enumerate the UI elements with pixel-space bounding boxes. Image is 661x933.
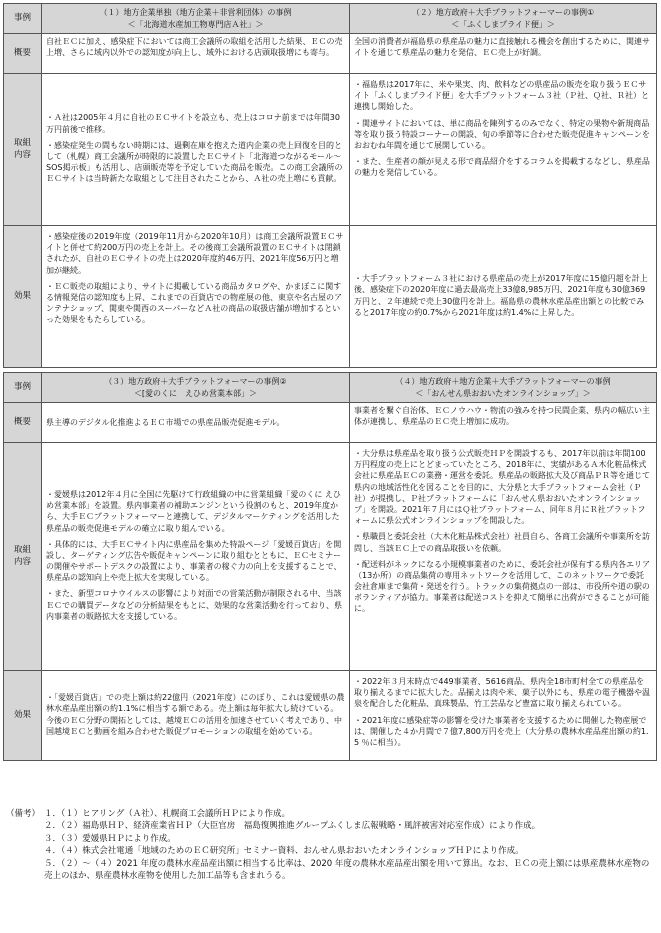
case-2-overview: 全国の消費者が福島県の県産品の魅力に直接触れる機会を創出するために、関連サイトを通じて県産品の魅力を発信、ＥＣ売上が好調。 bbox=[350, 34, 657, 74]
case-3-effects bbox=[42, 671, 350, 761]
header-label: 事例 bbox=[4, 373, 42, 403]
case-2-initiative-para: ・関連サイトにおいては、単に商品を陳列するのみでなく、特定の果物や新規商品等を取り扱う特設コーナーの開設、旬の季節等に合わせた販売促進キャンペーンをおおむね年間を通じて展開している。 bbox=[354, 118, 650, 150]
notes-section bbox=[6, 808, 656, 882]
initiative-label: 取組 内容 bbox=[4, 74, 42, 226]
case-table-2 bbox=[3, 372, 657, 761]
note-text: ２．（２）福島県ＨＰ、経済産業省ＨＰ（大臣官房 福島復興推進グループふくしま広報戦略・風評被害対応室作成）により作成。 bbox=[44, 821, 541, 832]
case-3-title: （３）地方政府＋大手プラットフォーマーの事例② bbox=[104, 377, 287, 387]
case-1-subtitle: ＜「北海道水産加工物専門店Ａ社」＞ bbox=[127, 19, 264, 29]
case-1-effects bbox=[42, 226, 350, 368]
case-3-initiative-para: ・愛媛県は2012年４月に全国に先駆けて行政組織の中に営業組織「愛のくに えひめ営業本部」を設置。県内事業者の補助エンジンという役割のもと、2019年度から、大手ＥＣプラットフォーマーと連携して、デジタルマーケティングを活用した県産品の販売促進モデルの確立に取り組んでいる。 bbox=[46, 489, 341, 533]
case-2-initiative-para: ・また、生産者の顔が見える形で商品紹介をするコラムを掲載するなどし、県産品の魅力を発信している。 bbox=[354, 157, 650, 178]
note-text: １．（１）ヒアリング（Ａ社）、札幌商工会議所ＨＰにより作成。 bbox=[44, 809, 290, 819]
case-3-effect-para: ・「愛媛百貨店」での売上額は約22億円（2021年度）にのぼり、これは愛媛県の農林水産品産出額の約1.1%に相当する額である。売上額は毎年拡大し続けている。今後のＥＣ分野の開拓としては、越境ＥＣの活用を加速させていく考えであり、中国越境ＥＣと動画を組み合わせた販促プロモーションの取組を始めている。 bbox=[46, 693, 345, 736]
initiative-row bbox=[4, 74, 657, 226]
case-4-initiative-para: ・配送料がネックになる小規模事業者のために、委託会社が保有する県内各エリア（13か所）の商品集荷の専用ネットワークを活用して、このネットワークで委託会社倉庫まで集荷・発送を行う。トラックの集荷拠点の一部は、市役所や道の駅のボランティアが協力。事業者は配送コストを抑えて簡単に出荷ができることが可能に。 bbox=[354, 559, 650, 614]
note-text: ３．（３）愛媛県ＨＰにより作成。 bbox=[44, 833, 176, 844]
case-4-initiative-para: ・県職員と委託会社（大木化粧品株式会社）社員自ら、各商工会議所や事業所を訪問し、当該ＥＣ上での商品取扱いを依頼。 bbox=[354, 532, 650, 553]
overview-label: 概要 bbox=[4, 34, 42, 74]
case-1-initiative-para: ・感染症発生の間もない時期には、過剰在庫を抱えた道内企業の売上回復を目的として（札幌）商工会議所が時限的に設置したＥＣサイト「北海道つながるモール～SOS掲示板」も活用し、店頭販売等を予定していた商品を販売。この商工会議所のＥＣサイトは当時新たな取組として注目されたことから、Ａ社の売上増にも貢献。 bbox=[46, 140, 343, 184]
case-1-heading bbox=[42, 4, 350, 34]
case-1-initiative-para: ・Ａ社は2005年４月に自社のＥＣサイトを設立も、売上はコロナ前までは年間30万円前後で推移。 bbox=[46, 113, 340, 134]
case-3-initiative-para: ・具体的には、大手ＥＣサイト内に県産品を集めた特設ページ「愛媛百貨店」を開設し、ターゲティング広告や販促キャンペーンに取り組むとともに、ＥＣセミナーの開催やサポートデスクの設置により、事業者の稼ぐ力の向上を支援することで、県産品の認知向上や売上拡大を実現している。 bbox=[46, 539, 342, 583]
notes-label: （備考） bbox=[6, 809, 41, 819]
case-3-heading bbox=[42, 373, 350, 403]
case-4-effect-para: ・2021年度に感染症等の影響を受けた事業者を支援するために開催した物産展では、開催した４か月間で７億7,800万円を売上（大分県の農林水産品産出額の約1.5 ％に相当）。 bbox=[354, 715, 649, 747]
case-table-1-header bbox=[4, 4, 657, 34]
case-4-initiatives bbox=[350, 443, 657, 671]
case-4-heading bbox=[350, 373, 657, 403]
case-2-initiatives bbox=[350, 74, 657, 226]
initiative-label: 取組 内容 bbox=[4, 443, 42, 671]
overview-label: 概要 bbox=[4, 403, 42, 443]
case-1-title: （１）地方企業単独（地方企業＋非営利団体）の事例 bbox=[99, 8, 292, 18]
effect-label: 効果 bbox=[4, 671, 42, 761]
case-2-effects bbox=[350, 226, 657, 368]
case-4-overview: 事業者を繋ぐ自治体、ＥＣノウハウ・物流の強みを持つ民間企業、県内の幅広い主体が連携し、県産品のＥＣ売上増加に成功。 bbox=[350, 403, 657, 443]
note-item bbox=[6, 820, 656, 832]
case-4-subtitle: ＜「おんせん県おおいたオンラインショップ」＞ bbox=[415, 388, 591, 398]
case-2-heading bbox=[350, 4, 657, 34]
effect-label: 効果 bbox=[4, 226, 42, 368]
case-table-2-header bbox=[4, 373, 657, 403]
header-label: 事例 bbox=[4, 4, 42, 34]
case-2-effect-para: ・大手プラットフォーム３社における県産品の売上が2017年度に15億円超を計上後、感染症下の2020年度に過去最高売上33億8,985万円、2021年度も30億369万円と、２年連続で売上30億円を計上。福島県の農林水産品産出額との比較でみると2017年度の約0.7%から2021年度は約1.4%に上昇した。 bbox=[354, 274, 648, 317]
effect-row bbox=[4, 226, 657, 368]
note-text: ５．（２）～（４）2021 年度の農林水産品産出額に相当する比率は、2020 年度の農林水産品産出額を用いて算出。なお、ＥＣの売上額には県産農林水産物の売上のほか、県産農林水産物を使用した加工品等も含まれうる。 bbox=[44, 858, 650, 882]
case-1-initiatives bbox=[42, 74, 350, 226]
case-1-overview: 自社ＥＣに加え、感染症下においては商工会議所の取組を活用した結果、ＥＣの売上増、さらに域内以外での認知度が向上し、域外における店頭取扱増にも寄与。 bbox=[42, 34, 350, 74]
initiative-row bbox=[4, 443, 657, 671]
case-1-effect-para: ・感染症後の2019年度（2019年11月から2020年10月）は商工会議所設置ＥＣサイトと併せて約200万円の売上を計上。その後商工会議所設置のＥＣサイトは閉鎖されたが、自社のＥＣサイトの売上は2020年度約46万円、2021年度56万円と増加が継続。 bbox=[46, 232, 344, 275]
case-4-title: （４）地方政府＋地方企業＋大手プラットフォーマーの事例 bbox=[395, 377, 611, 387]
note-item bbox=[6, 833, 656, 845]
case-4-effects bbox=[350, 671, 657, 761]
case-3-subtitle: ＜[愛のくに えひめ営業本部」＞ bbox=[133, 388, 258, 398]
note-item bbox=[6, 845, 656, 857]
case-table-1 bbox=[3, 3, 657, 368]
overview-row bbox=[4, 34, 657, 74]
note-item bbox=[6, 808, 656, 820]
case-4-effect-para: ・2022年３月末時点で449事業者、5616商品、県内全18市町村全ての県産品を取り揃えるまでに拡大した。品揃えは肉や米、菓子以外にも、県産の電子機器や温泉を配合した化粧品、真珠製品、竹工芸品など豊富に取り揃えられている。 bbox=[354, 677, 650, 709]
note-item bbox=[6, 858, 656, 883]
case-2-initiative-para: ・福島県は2017年に、米や果実、肉、飲料などの県産品の販売を取り扱うＥＣサイト「ふくしまプライド便」を大手プラットフォーム３社（Ｐ社、Ｑ社、Ｒ社）と連携し開始した。 bbox=[354, 80, 649, 112]
case-3-overview: 県主導のデジタル化推進よるＥＣ市場での県産品販売促進モデル。 bbox=[42, 403, 350, 443]
case-2-title: （２）地方政府＋大手プラットフォーマーの事例① bbox=[411, 8, 595, 18]
case-2-subtitle: ＜「ふくしまプライド便」＞ bbox=[451, 19, 555, 29]
case-3-initiative-para: ・また、新型コロナウイルスの影響により対面での営業活動が制限される中、当該ＥＣでの購買データなどの分析結果をもとに、効果的な営業活動を行っており、県内事業者の販路拡大を支援している。 bbox=[46, 589, 342, 621]
note-text: ４．（４）株式会社電通「地域のためのＥＣ研究所」セミナー資料、おんせん県おおいたオンラインショップＨＰにより作成。 bbox=[44, 846, 524, 857]
effect-row bbox=[4, 671, 657, 761]
overview-row bbox=[4, 403, 657, 443]
case-4-initiative-para: ・大分県は県産品を取り扱う公式販売ＨＰを開設するも、2017年以前は年間100万円程度の売上にとどまっていたところ、2018年に、実績があるＡ木化粧品株式会社に県産品ＥＣの業務・運営を委託。県産品の販路拡大及び商品ＰＲ等を通じて県内の地域活性化を図ることを目的に、大分県と大手プラットフォーム会社（Ｐ社）が提携し、Ｐ社プラットフォームに「おんせん県おおいたオンラインショップ」を開設。2021年７月にはＱ社プラットフォーム、同年８月にＲ社プラットフォームに県公式オンラインショップを開設した。 bbox=[354, 449, 650, 526]
case-3-initiatives bbox=[42, 443, 350, 671]
case-1-effect-para: ・ＥＣ販売の取組により、サイトに掲載している商品カタログや、かまぼこに関する情報発信の認知度も上昇、これまでの百貨店での物産展の他、東京や名古屋のアンテナショップ、関東や関西のスーパーなどＡ社の商品の取扱店舗が増加するといった効果をもたらしている。 bbox=[46, 281, 342, 325]
